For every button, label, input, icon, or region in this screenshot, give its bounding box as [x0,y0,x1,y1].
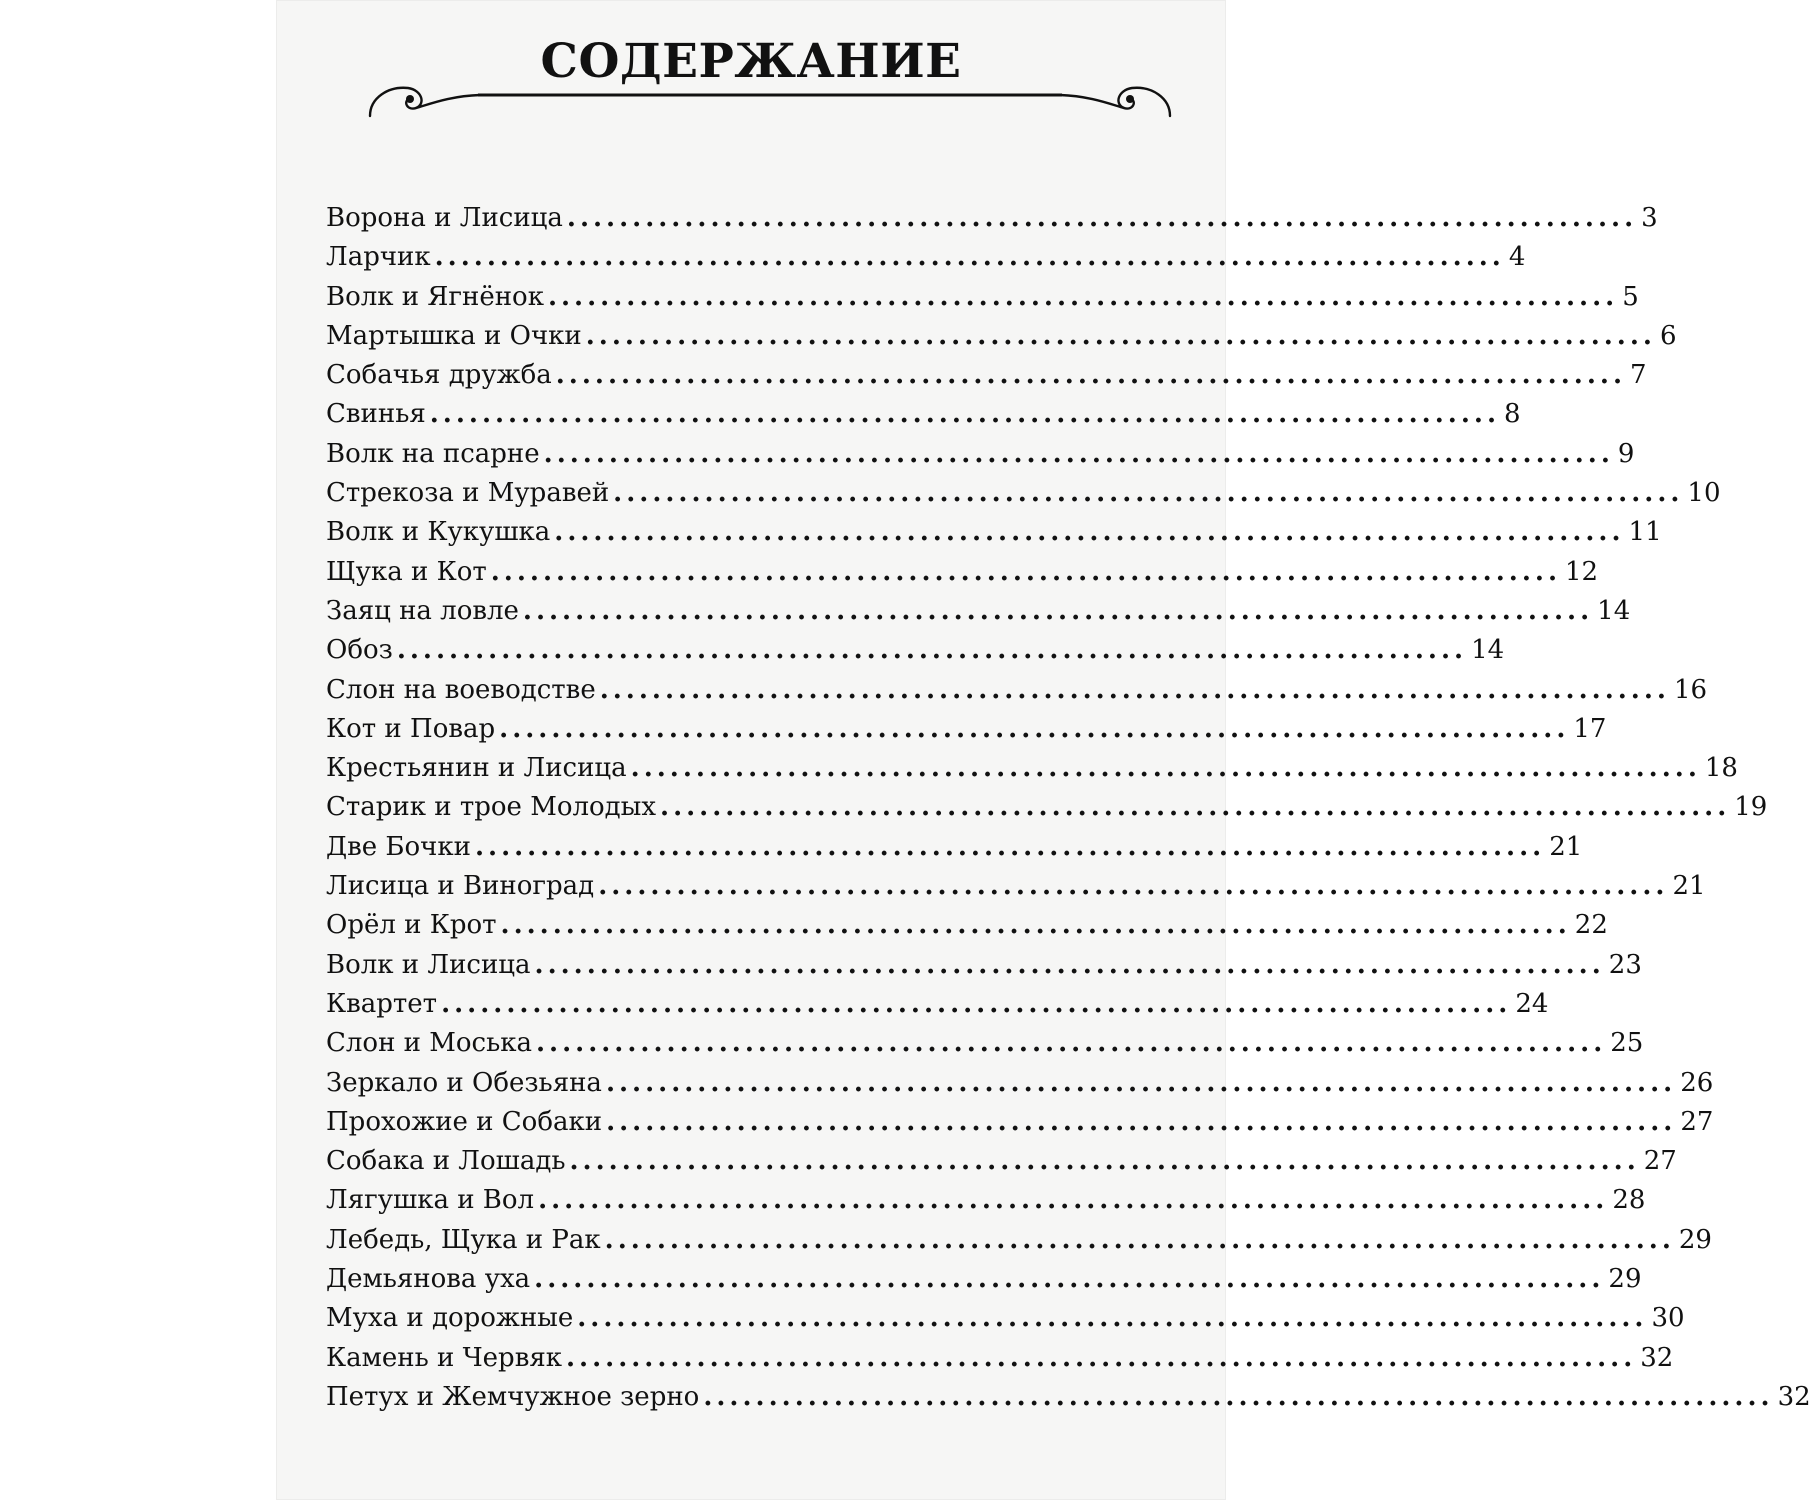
toc-entry-title: Орёл и Крот [326,910,497,941]
toc-entry-title: Петух и Жемчужное зерно [326,1381,700,1412]
toc-entry-title: Обоз [326,635,393,666]
heading-ornament [360,78,1180,118]
toc-entry-page: 28 [1612,1185,1646,1216]
toc-entry[interactable] [326,399,1521,438]
toc-entry[interactable] [326,517,1662,556]
toc-entry-page: 21 [1549,831,1583,862]
toc-entry-title: Прохожие и Собаки [326,1106,603,1137]
toc-entry-title: Заяц на ловле [326,595,519,626]
page-title: СОДЕРЖАНИЕ [540,34,962,89]
toc-entry[interactable] [326,1224,1712,1264]
toc-leader-dots: .................................................................................. [490,556,1561,587]
toc-leader-dots: .................................................................................. [500,910,1571,941]
toc-leader-dots: .................................................................................. [605,1067,1677,1098]
toc-entry-title: Демьянова уха [326,1264,531,1295]
toc-leader-dots: .................................................................................. [555,360,1626,391]
toc-leader-dots: .................................................................................. [536,1028,1607,1059]
toc-entry-page: 30 [1651,1303,1685,1334]
toc-entry[interactable] [326,988,1549,1028]
toc-entry-title: Старик и трое Молодых [326,792,657,823]
toc-entry[interactable] [326,1146,1677,1185]
toc-leader-dots: .................................................................................. [554,517,1625,548]
toc-entry[interactable] [326,949,1642,989]
toc-leader-dots: .................................................................................. [534,1264,1605,1295]
toc-entry-title: Волк и Лисица [326,949,531,980]
toc-entry-title: Кот и Повар [326,713,496,744]
toc-entry[interactable] [326,1067,1714,1107]
toc-entry-page: 23 [1608,949,1642,980]
toc-leader-dots: .................................................................................. [566,1342,1637,1373]
toc-entry[interactable] [326,674,1708,714]
toc-entry-title: Ларчик [326,242,431,273]
toc-leader-dots: .................................................................................. [547,281,1619,312]
toc-entry-page: 9 [1617,438,1635,469]
toc-entry[interactable] [326,1303,1685,1342]
toc-leader-dots: .................................................................................. [569,1146,1640,1177]
toc-entry[interactable] [326,556,1599,596]
toc-entry-title: Собака и Лошадь [326,1146,566,1177]
toc-leader-dots: .................................................................................. [630,753,1701,784]
toc-leader-dots: .................................................................................. [660,792,1731,823]
toc-entry-page: 14 [1597,595,1631,626]
toc-entry-page: 4 [1508,242,1526,273]
toc-leader-dots: .................................................................................. [534,949,1605,980]
toc-entry[interactable] [326,360,1647,399]
toc-entry-title: Щука и Кот [326,556,487,587]
toc-entry-title: Крестьянин и Лисица [326,753,627,784]
toc-entry[interactable] [326,320,1677,360]
toc-entry-title: Лягушка и Вол [326,1185,535,1216]
toc-leader-dots: .................................................................................. [538,1185,1609,1216]
toc-entry[interactable] [326,1028,1644,1067]
toc-entry-title: Слон и Моська [326,1028,532,1059]
toc-entry-page: 29 [1608,1264,1642,1295]
toc-entry-page: 27 [1680,1106,1714,1137]
toc-entry[interactable] [326,753,1738,792]
toc-entry-page: 6 [1659,320,1677,351]
toc-leader-dots: .................................................................................. [566,203,1638,233]
toc-leader-dots: .................................................................................. [606,1106,1677,1137]
toc-entry[interactable] [326,478,1721,517]
toc-entry-page: 16 [1673,674,1708,705]
toc-entry-page: 19 [1734,792,1768,823]
toc-entry-page: 14 [1471,635,1505,666]
toc-entry[interactable] [326,713,1607,753]
toc-entry-title: Волк на псарне [326,438,540,469]
toc-entry-page: 26 [1680,1067,1714,1098]
toc-leader-dots: .................................................................................. [543,438,1614,469]
toc-entry-title: Мартышка и Очки [326,320,582,351]
toc-entry[interactable] [326,1185,1646,1224]
toc-entry-page: 8 [1504,399,1521,430]
toc-leader-dots: .................................................................................. [396,635,1468,666]
toc-entry-page: 21 [1672,871,1706,902]
toc-entry-title: Квартет [326,988,438,1019]
toc-entry-page: 11 [1628,517,1662,548]
toc-entry-page: 12 [1565,556,1599,587]
toc-leader-dots: .................................................................................. [599,674,1670,705]
toc-leader-dots: .................................................................................. [703,1381,1774,1412]
toc-entry-title: Слон на воеводстве [326,674,596,705]
toc-entry-page: 18 [1704,753,1738,784]
book-page [276,0,1811,1500]
toc-entry[interactable] [326,635,1505,674]
toc-leader-dots: .................................................................................. [434,242,1505,273]
toc-entry[interactable] [326,1381,1811,1421]
toc-entry-title: Зеркало и Обезьяна [326,1067,602,1098]
toc-leader-dots: .................................................................................. [604,1224,1675,1255]
toc-entry-page: 22 [1574,910,1608,941]
toc-leader-dots: .................................................................................. [613,478,1684,509]
toc-entry-page: 29 [1678,1224,1712,1255]
toc-leader-dots: .................................................................................. [522,595,1594,626]
toc-entry-title: Свинья [326,399,426,430]
toc-leader-dots: .................................................................................. [499,713,1570,744]
toc-entry-page: 3 [1641,203,1658,233]
toc-leader-dots: .................................................................................. [598,871,1669,902]
toc-entry[interactable] [326,871,1706,910]
toc-leader-dots: .................................................................................. [577,1303,1648,1334]
toc-entry-page: 5 [1622,281,1639,312]
toc-entry-page: 24 [1515,988,1549,1019]
toc-entry[interactable] [326,242,1526,281]
toc-entry-title: Волк и Кукушка [326,517,551,548]
toc-entry[interactable] [326,1106,1714,1146]
toc-entry-title: Лебедь, Щука и Рак [326,1224,601,1255]
toc-entry[interactable] [326,1342,1674,1382]
toc-leader-dots: .................................................................................. [429,399,1500,430]
toc-leader-dots: .................................................................................. [585,320,1656,351]
toc-entry-page: 7 [1630,360,1647,391]
toc-leader-dots: .................................................................................. [474,831,1546,862]
toc-entry[interactable] [326,203,1658,242]
toc-entry-title: Камень и Червяк [326,1342,562,1373]
toc-entry-page: 10 [1687,478,1721,509]
toc-entry-title: Две Бочки [326,831,471,862]
toc-entry[interactable] [326,792,1768,831]
toc-entry[interactable] [326,910,1608,949]
toc-entry-title: Лисица и Виноград [326,871,595,902]
toc-entry[interactable] [326,595,1631,635]
toc-entry[interactable] [326,1264,1642,1303]
toc-entry-title: Собачья дружба [326,360,552,391]
toc-entry[interactable] [326,831,1583,871]
table-of-contents [326,203,1811,1421]
toc-entry-page: 32 [1777,1381,1811,1412]
toc-leader-dots: .................................................................................. [441,988,1512,1019]
toc-entry-title: Стрекоза и Муравей [326,478,610,509]
toc-entry-title: Волк и Ягнёнок [326,281,544,312]
toc-entry-page: 25 [1610,1028,1644,1059]
toc-entry[interactable] [326,438,1635,478]
toc-entry-title: Муха и дорожные [326,1303,574,1334]
toc-entry-page: 32 [1640,1342,1674,1373]
toc-entry-title: Ворона и Лисица [326,203,563,233]
toc-entry[interactable] [326,281,1639,321]
toc-entry-page: 17 [1573,713,1607,744]
toc-entry-page: 27 [1643,1146,1677,1177]
